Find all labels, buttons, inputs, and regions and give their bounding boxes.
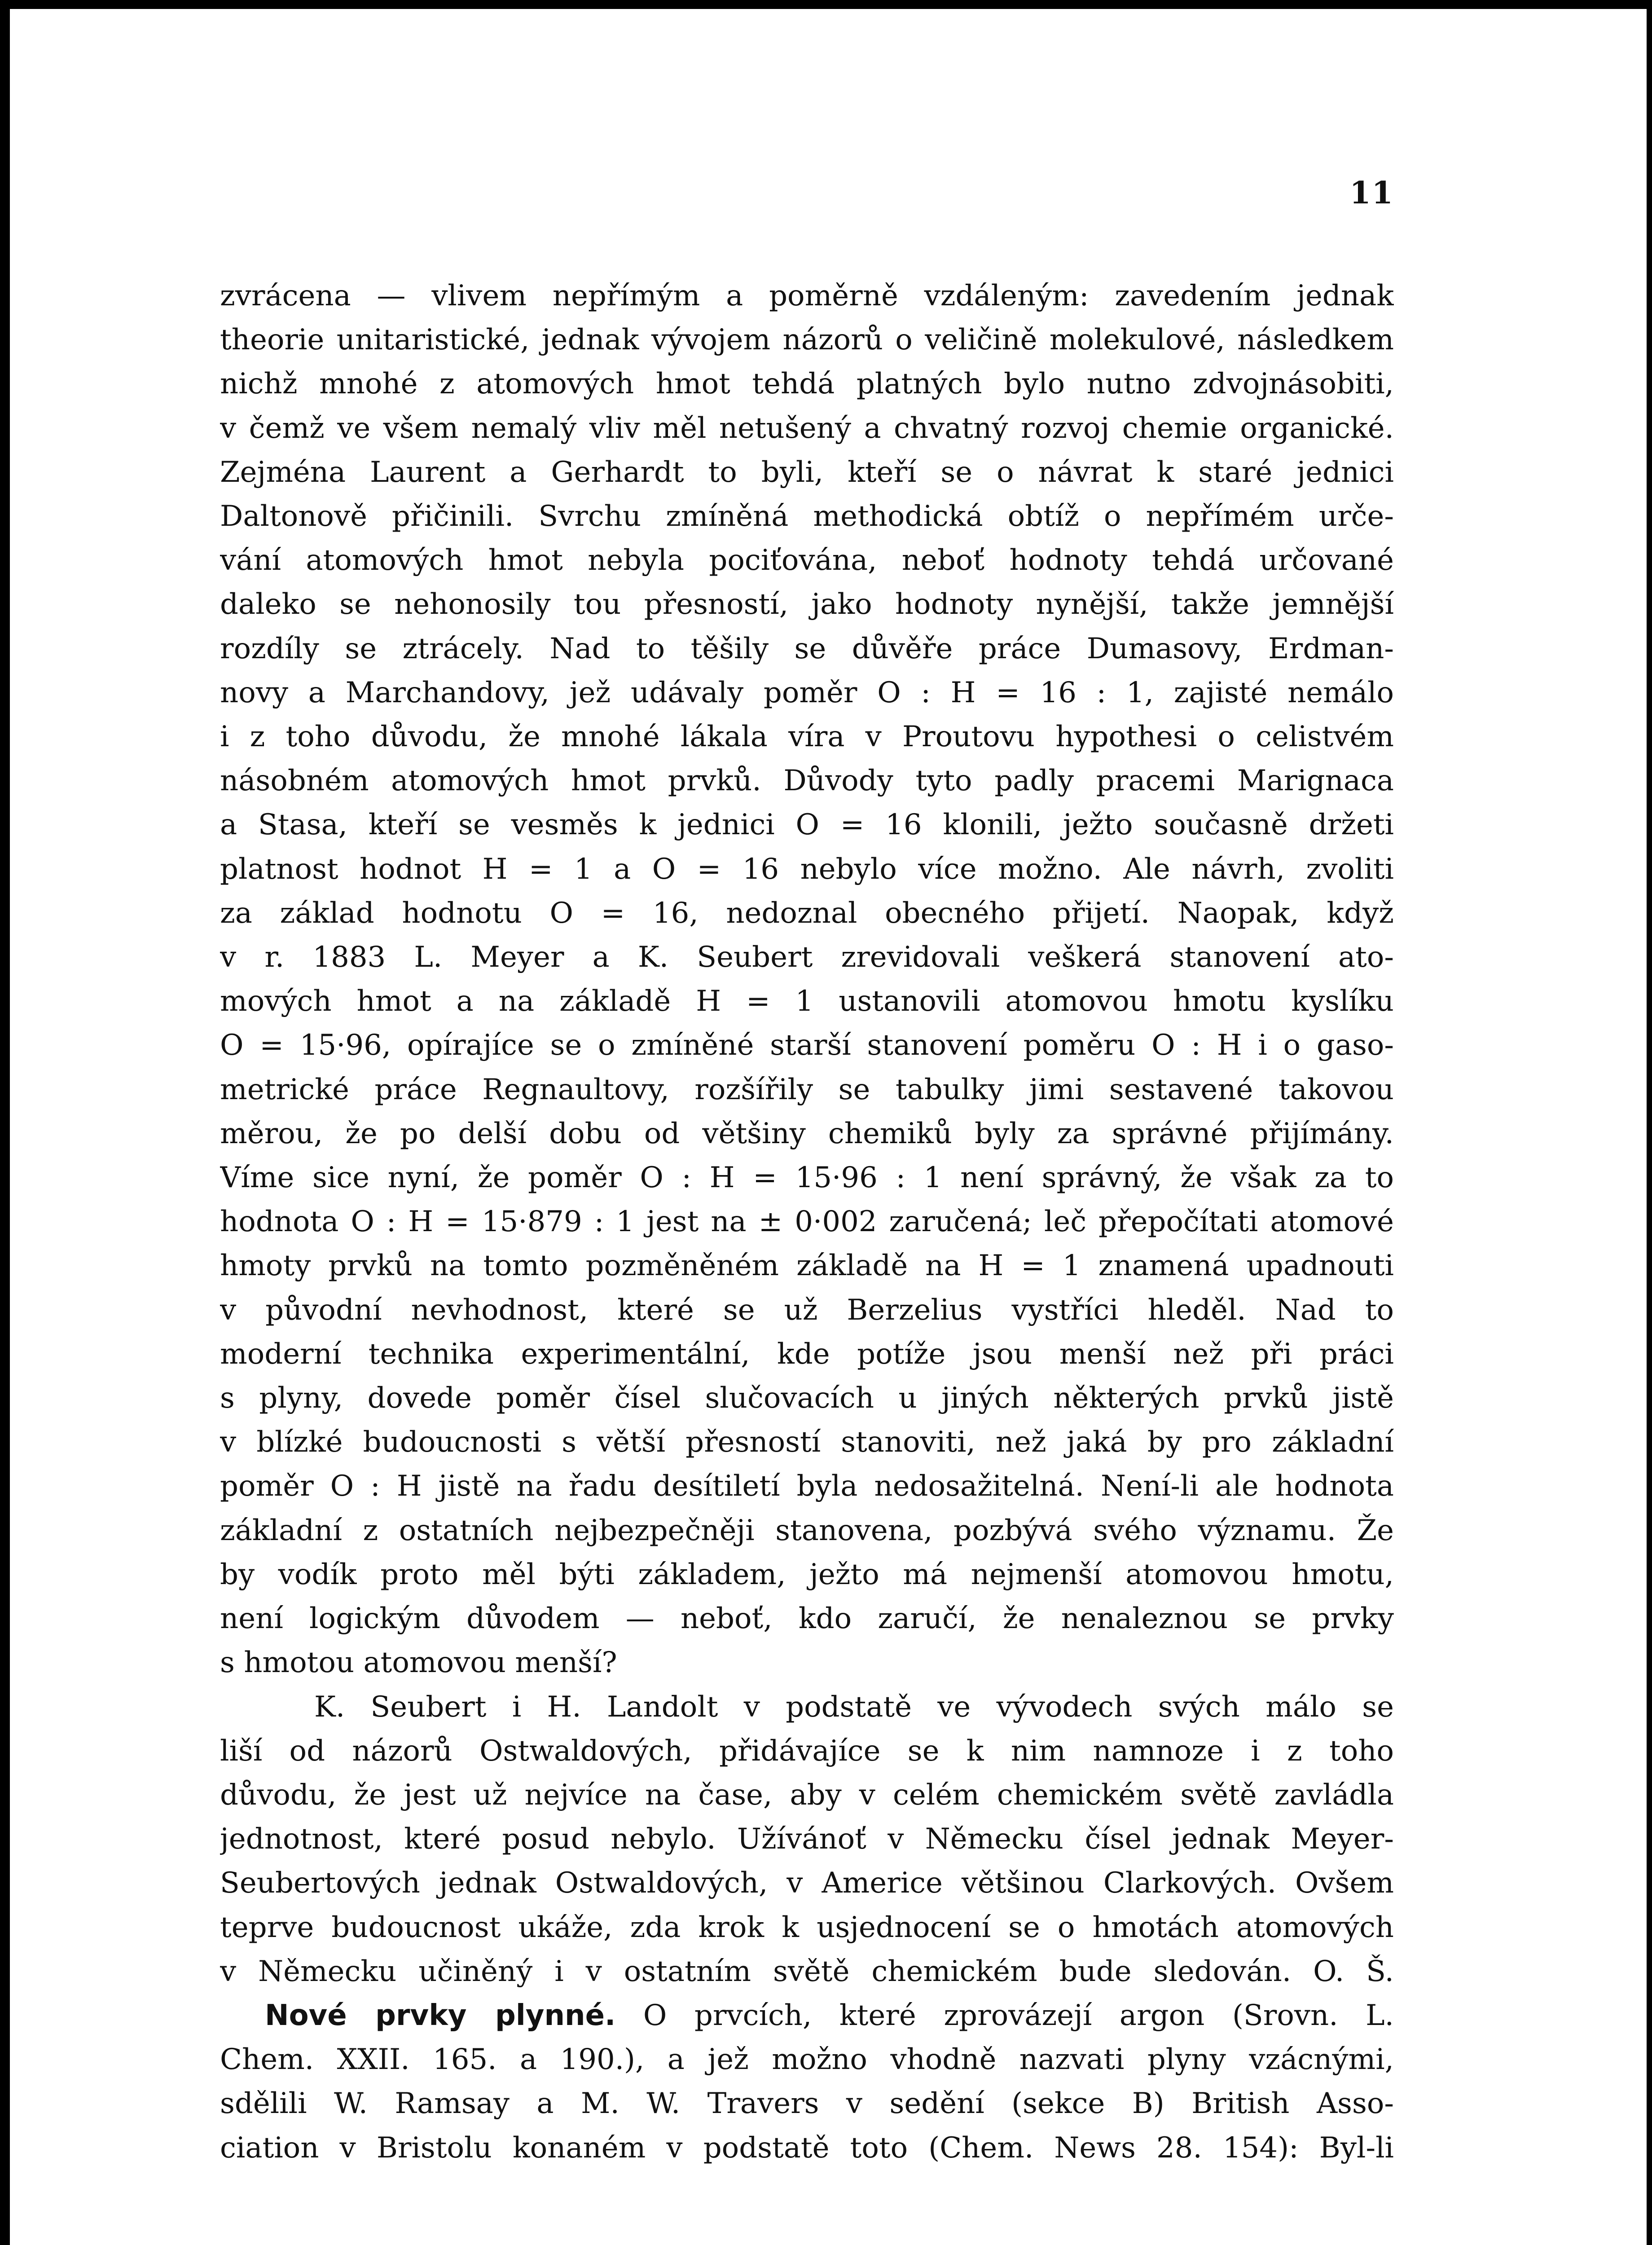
text-line: daleko se nehonosily tou přesností, jako hodnoty nynější, takže jemnější — [220, 588, 1394, 621]
text-line: moderní technika experimentální, kde potíže jsou menší než při práci — [220, 1337, 1394, 1371]
section-heading: Nové prvky plynné. — [265, 1998, 616, 2032]
text-line-rest: O prvcích, které zprovázejí argon (Srovn. L. — [643, 1998, 1394, 2032]
text-line: metrické práce Regnaultovy, rozšířily se tabulky jimi sestavené takovou — [220, 1073, 1394, 1106]
text-line: jednotnost, které posud nebylo. Užívánoť v Německu čísel jednak Meyer- — [220, 1822, 1394, 1856]
text-line: liší od názorů Ostwaldových, přidávajíce se k nim namnoze i z toho — [220, 1734, 1394, 1768]
body-text — [220, 274, 1394, 2170]
text-line: by vodík proto měl býti základem, ježto má nejmenší atomovou hmotu, — [220, 1558, 1394, 1591]
text-line: O = 15·96, opírajíce se o zmíněné starší stanovení poměru O : H i o gaso- — [220, 1029, 1394, 1062]
text-line: K. Seubert i H. Landolt v podstatě ve vývodech svých málo se — [314, 1690, 1394, 1724]
text-line: theorie unitaristické, jednak vývojem názorů o veličině molekulové, následkem — [220, 323, 1394, 357]
text-line: Chem. XXII. 165. a 190.), a jež možno vhodně nazvati plyny vzácnými, — [220, 2043, 1394, 2077]
text-line: v původní nevhodnost, které se už Berzelius vystříci hleděl. Nad to — [220, 1293, 1394, 1327]
page-number: 11 — [1349, 175, 1394, 211]
text-line: rozdíly se ztrácely. Nad to těšily se důvěře práce Dumasovy, Erdman- — [220, 632, 1394, 665]
text-line: v Německu učiněný i v ostatním světě chemickém bude sledován. O. Š. — [220, 1954, 1394, 1988]
scan-border-top — [0, 0, 1652, 9]
text-line: za základ hodnotu O = 16, nedoznal obecného přijetí. Naopak, když — [220, 896, 1394, 930]
text-line: s hmotou atomovou menší? — [220, 1646, 617, 1680]
text-line: zvrácena — vlivem nepřímým a poměrně vzdáleným: zavedením jednak — [220, 279, 1394, 313]
scan-border-right — [1647, 0, 1652, 2245]
text-line: v čemž ve všem nemalý vliv měl netušený a chvatný rozvoj chemie organické. — [220, 411, 1394, 445]
text-line: novy a Marchandovy, jež udávaly poměr O : H = 16 : 1, zajisté nemálo — [220, 676, 1394, 709]
text-line: Seubertových jednak Ostwaldových, v Americe většinou Clarkových. Ovšem — [220, 1866, 1394, 1900]
text-line: nichž mnohé z atomových hmot tehdá platných bylo nutno zdvojnásobiti, — [220, 367, 1394, 401]
text-line: základní z ostatních nejbezpečněji stanovena, pozbývá svého významu. Že — [220, 1514, 1394, 1547]
text-line: a Stasa, kteří se vesměs k jednici O = 16 klonili, ježto současně držeti — [220, 808, 1394, 842]
text-line: teprve budoucnost ukáže, zda krok k usjednocení se o hmotách atomových — [220, 1910, 1394, 1944]
section-heading-line — [220, 1994, 1394, 2038]
text-line: důvodu, že jest už nejvíce na čase, aby v celém chemickém světě zavládla — [220, 1778, 1394, 1812]
text-line: v blízké budoucnosti s větší přesností stanoviti, než jaká by pro základní — [220, 1426, 1394, 1459]
text-line: není logickým důvodem — neboť, kdo zaručí, že nenaleznou se prvky — [220, 1602, 1394, 1636]
text-line: poměr O : H jistě na řadu desítiletí byla nedosažitelná. Není-li ale hodnota — [220, 1470, 1394, 1503]
text-line: mových hmot a na základě H = 1 ustanovili atomovou hmotu kyslíku — [220, 985, 1394, 1018]
text-line: v r. 1883 L. Meyer a K. Seubert zrevidovali veškerá stanovení ato- — [220, 941, 1394, 974]
text-line: vání atomových hmot nebyla pociťována, neboť hodnoty tehdá určované — [220, 544, 1394, 577]
text-line: hmoty prvků na tomto pozměněném základě na H = 1 znamená upadnouti — [220, 1249, 1394, 1283]
text-line: platnost hodnot H = 1 a O = 16 nebylo více možno. Ale návrh, zvoliti — [220, 852, 1394, 886]
text-line: hodnota O : H = 15·879 : 1 jest na ± 0·002 zaručená; leč přepočítati atomové — [220, 1205, 1394, 1239]
text-line: měrou, že po delší dobu od většiny chemiků byly za správné přijímány. — [220, 1117, 1394, 1150]
text-line: sdělili W. Ramsay a M. W. Travers v sedění (sekce B) British Asso- — [220, 2087, 1394, 2121]
text-line: násobném atomových hmot prvků. Důvody tyto padly pracemi Marignaca — [220, 764, 1394, 798]
text-line: Zejména Laurent a Gerhardt to byli, kteří se o návrat k staré jednici — [220, 455, 1394, 489]
text-line: ciation v Bristolu konaném v podstatě toto (Chem. News 28. 154): Byl-li — [220, 2131, 1394, 2165]
text-line: i z toho důvodu, že mnohé lákala víra v Proutovu hypothesi o celistvém — [220, 720, 1394, 754]
scan-border-left — [0, 0, 10, 2245]
text-line: Daltonově přičinili. Svrchu zmíněná methodická obtíž o nepřímém urče- — [220, 500, 1394, 533]
text-line: s plyny, dovede poměr čísel slučovacích u jiných některých prvků jistě — [220, 1382, 1394, 1415]
text-line: Víme sice nyní, že poměr O : H = 15·96 : 1 není správný, že však za to — [220, 1161, 1394, 1195]
